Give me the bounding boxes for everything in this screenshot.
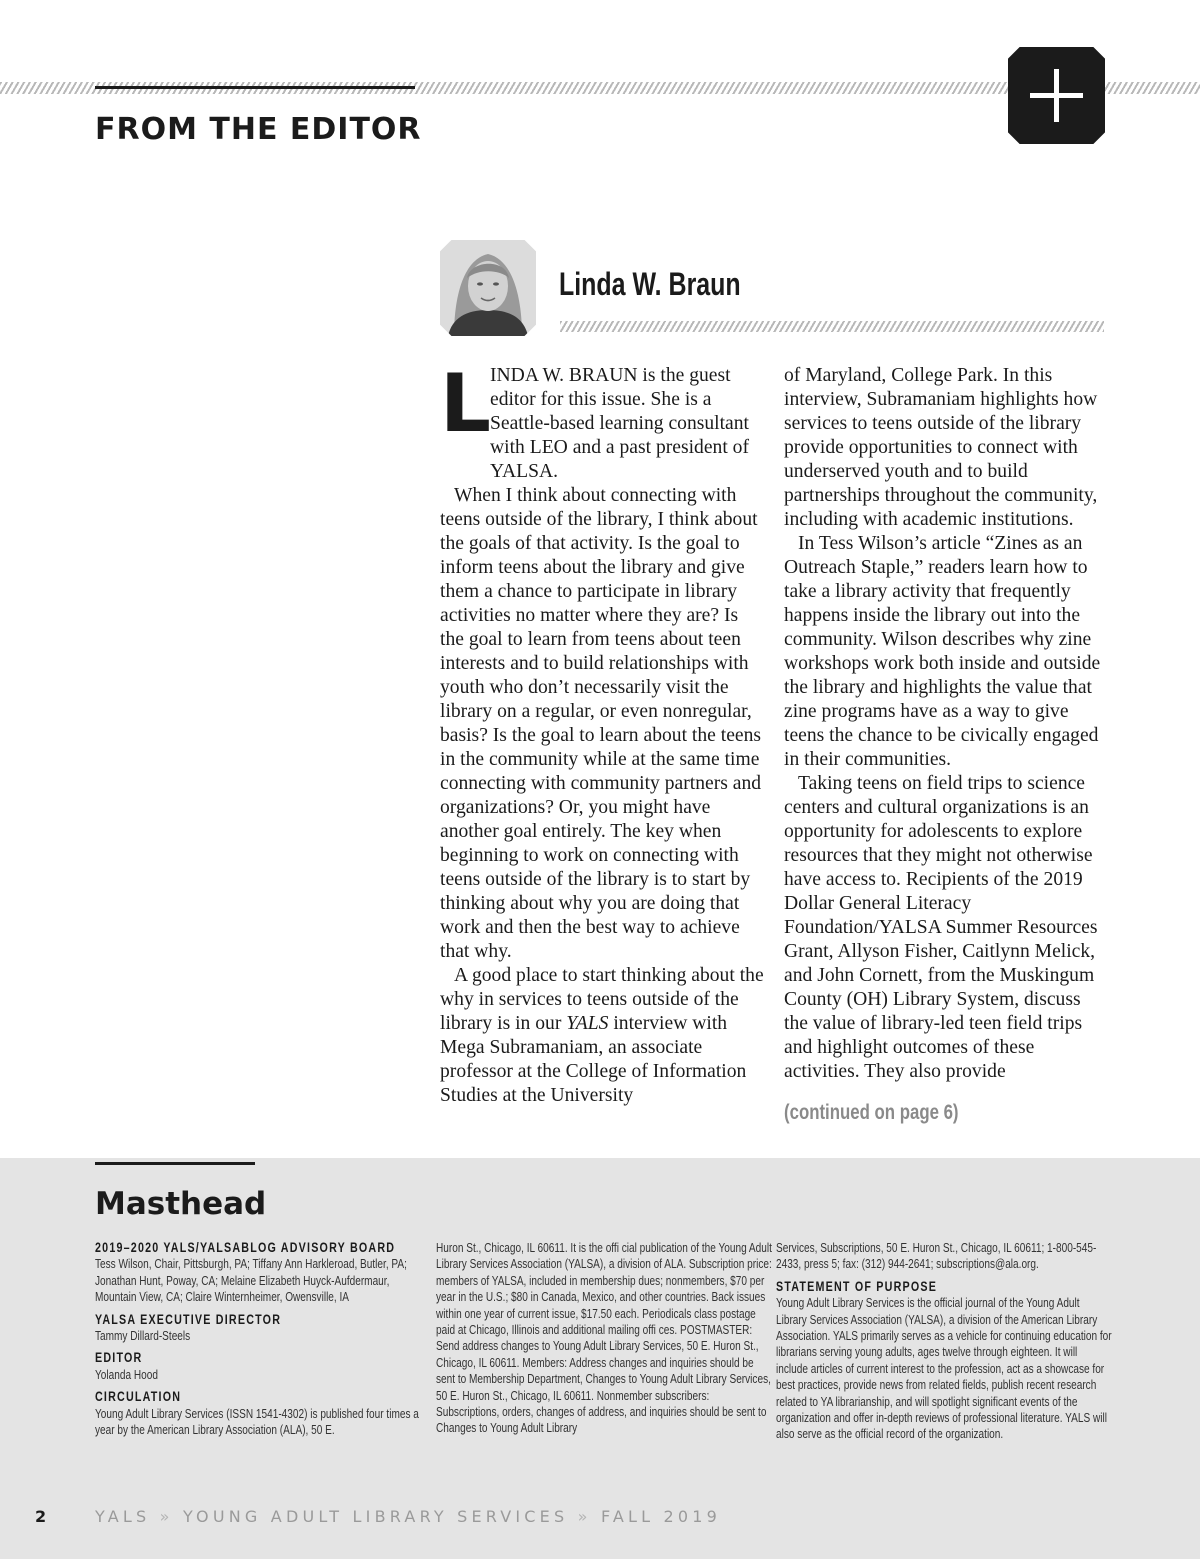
masthead-column-1 xyxy=(95,1240,431,1438)
article-paragraph: INDA W. BRAUN is the guest editor for this issue. She is a Seattle-based learning consultant with LEO and a past president of YALSA. xyxy=(490,365,750,482)
board-text: Tess Wilson, Chair, Pittsburgh, PA; Tiffany Ann Harkleroad, Butler, PA; Jonathan Hunt, Poway, CA; Melaine Elizabeth Huyck-Aufdermaur, Mountain View, CA; Claire Winternheimer, Owensville, IA xyxy=(95,1257,407,1305)
editor-heading: EDITOR xyxy=(95,1350,143,1366)
section-title: FROM THE EDITOR xyxy=(95,112,422,147)
folio-journal: YALS xyxy=(95,1507,151,1526)
folio-separator: » xyxy=(159,1507,174,1526)
journal-title: YALS xyxy=(566,1013,609,1034)
author-portrait xyxy=(440,240,536,336)
folio xyxy=(95,1507,721,1526)
author-name: Linda W. Braun xyxy=(559,266,741,302)
article-column-2 xyxy=(784,364,1108,1084)
article-paragraph: of Maryland, College Park. In this interview, Subramaniam highlights how services to teens outside of the library provide opportunities to connect with underserved youth and to build partnerships throughout the community, including with academic institutions. xyxy=(784,365,1098,530)
author-hatch-rule xyxy=(560,321,1104,332)
article-paragraph xyxy=(440,964,764,1108)
plus-icon xyxy=(1008,47,1105,144)
folio-title: YOUNG ADULT LIBRARY SERVICES xyxy=(182,1507,569,1526)
circulation-heading: CIRCULATION xyxy=(95,1389,182,1405)
masthead-column-3 xyxy=(776,1240,1112,1443)
article-paragraph: In Tess Wilson’s article “Zines as an Outreach Staple,” readers learn how to take a library activity that frequently happens inside the library out into the community. Wilson describes why zine workshops work both inside and outside the library and highlights the value that zine programs have as a way to give teens the chance to be civically engaged in their communities. xyxy=(784,533,1101,770)
section-rule xyxy=(95,86,415,89)
director-text: Tammy Dillard-Steels xyxy=(95,1329,191,1344)
drop-cap: L xyxy=(440,357,491,450)
masthead-title: Masthead xyxy=(95,1186,267,1222)
continued-link[interactable]: (continued on page 6) xyxy=(784,1101,959,1124)
board-heading: 2019–2020 YALS/YALSABLOG ADVISORY BOARD xyxy=(95,1240,396,1255)
plus-badge xyxy=(1008,47,1105,144)
article-column-1 xyxy=(440,357,764,1108)
article-text: interview with Mega Subramaniam, an associate professor at the College of Information Studies at the University xyxy=(440,1013,747,1106)
page-number: 2 xyxy=(35,1507,47,1526)
editor-text: Yolanda Hood xyxy=(95,1367,158,1382)
purpose-text: Young Adult Library Services is the official journal of the Young Adult Library Services Association (YALSA), a division of the American Library Association. YALS primarily serves as a vehicle for continuing education for librarians serving young adults, ages twelve through eighteen. It will include articles of current interest to the profession, act as a showcase for best practices, provide news from related fields, publish recent research related to YA librarianship, and will spotlight significant events of the organization and offer in-depth reviews of professional literature. YALS will also serve as the official record of the organization. xyxy=(776,1296,1112,1442)
circulation-text: Young Adult Library Services (ISSN 1541-4302) is published four times a year by the American Library Association (ALA), 50 E. xyxy=(95,1406,419,1438)
folio-separator: » xyxy=(577,1507,592,1526)
director-heading: YALSA EXECUTIVE DIRECTOR xyxy=(95,1311,282,1327)
purpose-heading: STATEMENT OF PURPOSE xyxy=(776,1278,938,1294)
masthead-column-2 xyxy=(436,1240,772,1437)
masthead-rule xyxy=(95,1162,255,1165)
folio-issue: FALL 2019 xyxy=(600,1507,722,1526)
subscription-text: Services, Subscriptions, 50 E. Huron St., Chicago, IL 60611; 1-800-545-2433, press 5; fax: (312) 944-2641; subscriptions@ala.org. xyxy=(776,1241,1097,1272)
circulation-text-continued: Huron St., Chicago, IL 60611. It is the offi cial publication of the Young Adult Library Services Association (YALSA), a division of ALA. Subscription price: members of YALSA, included in membership dues; nonmembers, $70 per year in the U.S.; $80 in Canada, Mexico, and other countries. Back issues within one year of current issue, $17.50 each. Periodicals class postage paid at Chicago, Illinois and additional mailing offi ces. POSTMASTER: Send address changes to Young Adult Library Services, 50 E. Huron St., Chicago, IL 60611. Members: Address changes and inquiries should be sent to Membership Department, Changes to Young Adult Library Services, 50 E. Huron St., Chicago, IL 60611. Nonmember subscribers: Subscriptions, orders, changes of address, and inquiries should be sent to Changes to Young Adult Library xyxy=(436,1241,772,1436)
article-paragraph: Taking teens on field trips to science centers and cultural organizations is an opportunity for adolescents to explore resources that they might not otherwise have access to. Recipients of the 2019 Dollar General Literacy Foundation/YALSA Summer Resources Grant, Allyson Fisher, Caitlynn Melick, and John Cornett, from the Muskingum County (OH) Library System, discuss the value of library-led teen field trips and highlight outcomes of these activities. They also provide xyxy=(784,773,1098,1082)
article-paragraph: When I think about connecting with teens outside of the library, I think about the goals of that activity. Is the goal to inform teens about the library and give them a chance to participate in library activities no matter where they are? Is the goal to learn from teens about teen interests and to build relationships with youth who don’t necessarily visit the library on a regular, or even nonregular, basis? Is the goal to learn about the teens in the community while at the same time connecting with community partners and organizations? Or, you might have another goal entirely. The key when beginning to work on connecting with teens outside of the library is to start by thinking about why you are doing that work and then the best way to achieve that why. xyxy=(440,485,762,962)
article-text: A good place to start thinking about the why in services to teens outside of the library is in our xyxy=(440,965,764,1034)
